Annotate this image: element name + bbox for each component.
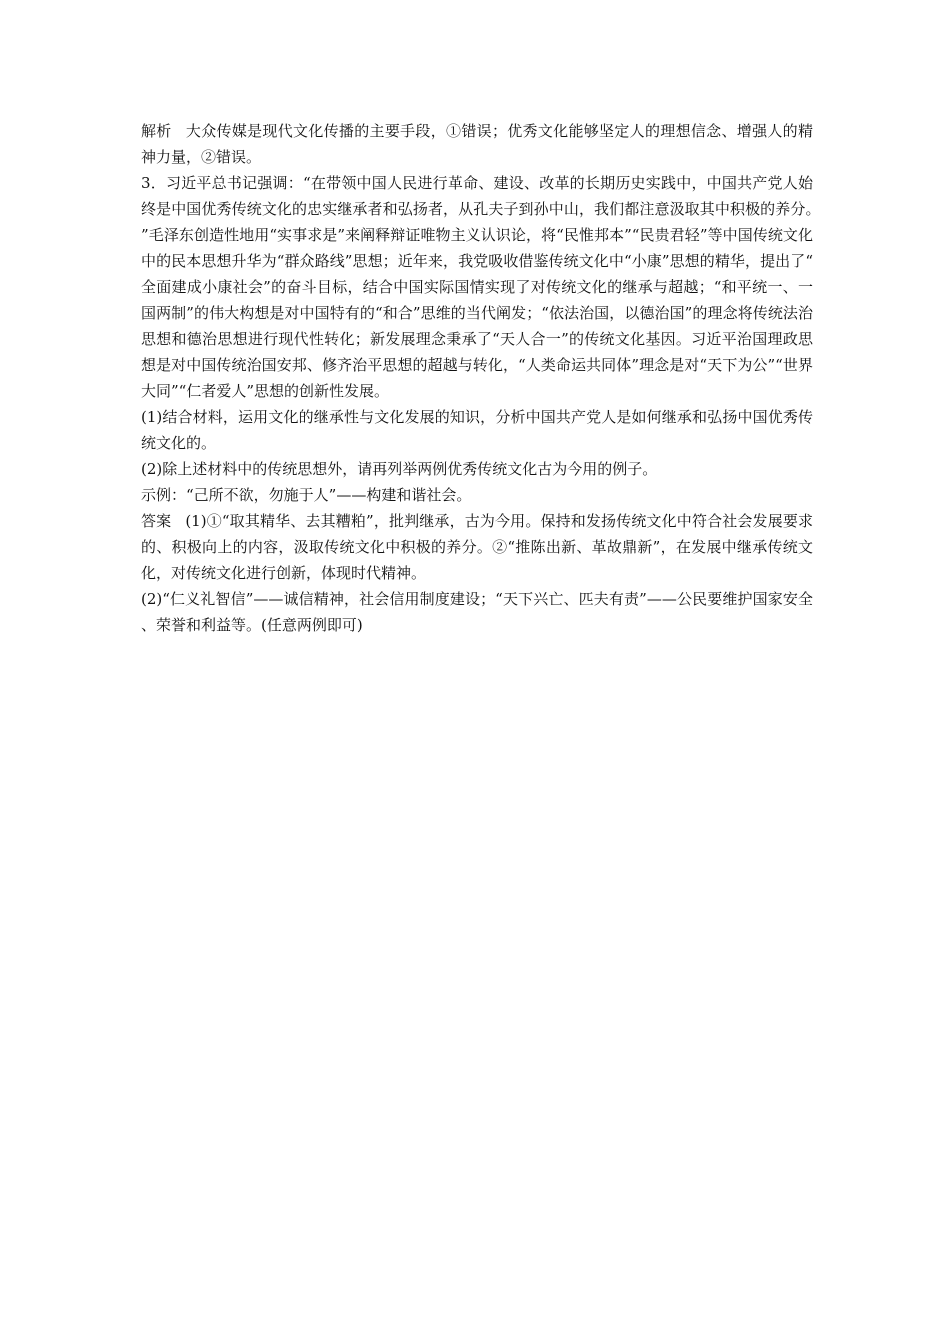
question-3-sub-2: (2)除上述材料中的传统思想外，请再列举两例优秀传统文化古为今用的例子。	[141, 460, 658, 478]
analysis-paragraph	[141, 118, 813, 170]
analysis-text: 大众传媒是现代文化传播的主要手段，①错误；优秀文化能够坚定人的理想信念、增强人的精神力量，②错误。	[141, 122, 813, 166]
analysis-label: 解析	[141, 122, 172, 140]
question-3-sub-1: (1)结合材料，运用文化的继承性与文化发展的知识，分析中国共产党人是如何继承和弘扬中国优秀传统文化的。	[141, 408, 813, 452]
answer-part-1	[141, 508, 813, 586]
document-page	[141, 118, 813, 638]
answer-label: 答案	[141, 512, 172, 530]
question-3-stem: 3．习近平总书记强调：“在带领中国人民进行革命、建设、改革的长期历史实践中，中国共产党人始终是中国优秀传统文化的忠实继承者和弘扬者，从孔夫子到孙中山，我们都注意汲取其中积极的养分。”毛泽东创造性地用“实事求是”来阐释辩证唯物主义认识论，将“民惟邦本”“民贵君轻”等中国传统文化中的民本思想升华为“群众路线”思想；近年来，我党吸收借鉴传统文化中“小康”思想的精华，提出了“全面建成小康社会”的奋斗目标，结合中国实际国情实现了对传统文化的继承与超越；“和平统一、一国两制”的伟大构想是对中国特有的“和合”思维的当代阐发；“依法治国，以德治国”的理念将传统法治思想和德治思想进行现代性转化；新发展理念秉承了“天人合一”的传统文化基因。习近平治国理政思想是对中国传统治国安邦、修齐治平思想的超越与转化，“人类命运共同体”理念是对“天下为公”“世界大同”“仁者爱人”思想的创新性发展。	[141, 174, 813, 400]
question-3-example: 示例：“己所不欲，勿施于人”——构建和谐社会。	[141, 486, 472, 504]
answer-part-2: (2)“仁义礼智信”——诚信精神，社会信用制度建设；“天下兴亡、匹夫有责”——公民要维护国家安全、荣誉和利益等。(任意两例即可)	[141, 590, 813, 634]
answer-part-1-text: (1)①“取其精华、去其糟粕”，批判继承，古为今用。保持和发扬传统文化中符合社会发展要求的、积极向上的内容，汲取传统文化中积极的养分。②“推陈出新、革故鼎新”，在发展中继承传统文化，对传统文化进行创新，体现时代精神。	[141, 512, 813, 582]
